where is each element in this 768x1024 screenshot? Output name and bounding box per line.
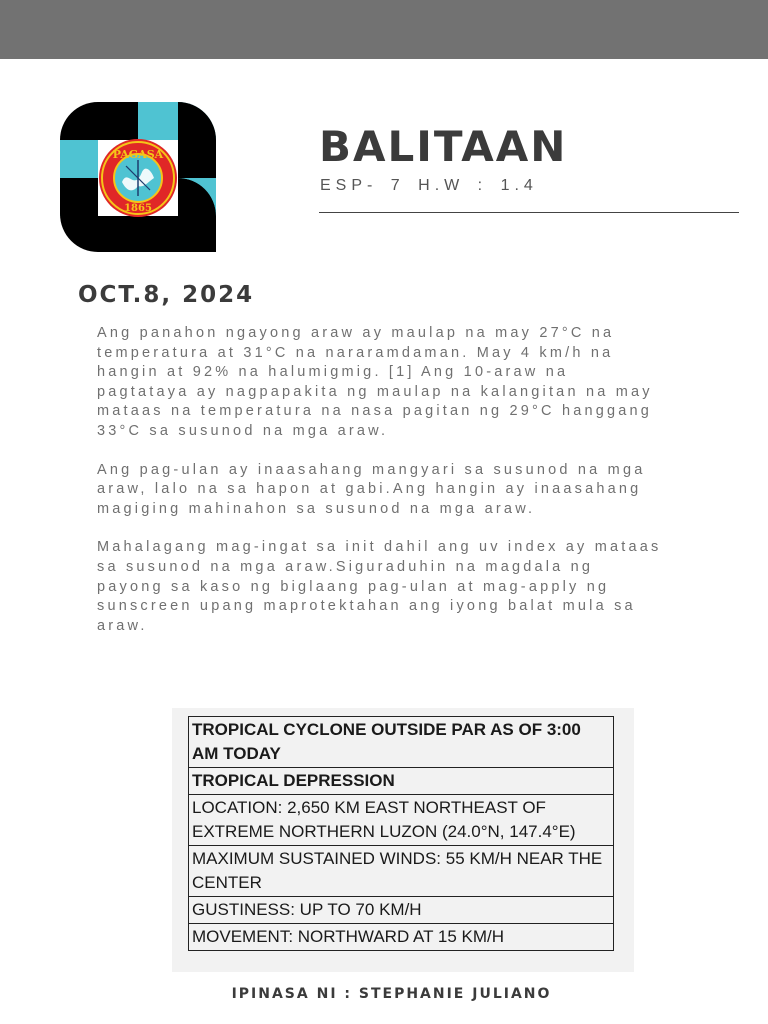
table-row [189, 924, 614, 951]
table-cell: MOVEMENT: NORTHWARD AT 15 KM/H [189, 924, 614, 951]
table-row [189, 897, 614, 924]
table-cell: TROPICAL DEPRESSION [189, 768, 614, 795]
page-title: BALITAAN [319, 122, 568, 171]
table-cell: GUSTINESS: UP TO 70 KM/H [189, 897, 614, 924]
logo-text-top: PAGASA [112, 148, 164, 161]
divider [319, 212, 739, 213]
table-row [189, 768, 614, 795]
cyclone-table [188, 716, 614, 951]
table-cell: MAXIMUM SUSTAINED WINDS: 55 KM/H NEAR THE CENTER [189, 846, 614, 897]
pagasa-logo-icon [60, 102, 216, 252]
table-row [189, 795, 614, 846]
table-row [189, 717, 614, 768]
paragraph-1: Ang panahon ngayong araw ay maulap na may 27°C na temperatura at 31°C na nararamdaman. May 4 km/h na hangin at 92% na halumigmig. [1] Ang 10-araw na pagtataya ay nagpapakita ng maulap na kalangitan na may mataas na temperatura na nasa pagitan ng 29°C hanggang 33°C sa susunod na mga araw. [97, 325, 653, 439]
table-cell: TROPICAL CYCLONE OUTSIDE PAR AS OF 3:00 AM TODAY [189, 717, 614, 768]
table-row [189, 846, 614, 897]
page-subtitle: ESP- 7 H.W : 1.4 [320, 177, 538, 194]
logo-text-year: 1865 [124, 203, 152, 214]
table-cell: LOCATION: 2,650 KM EAST NORTHEAST OF EXTREME NORTHERN LUZON (24.0°N, 147.4°E) [189, 795, 614, 846]
cyclone-table-image [172, 708, 634, 972]
author-footer: IPINASA NI : STEPHANIE JULIANO [231, 986, 552, 1002]
paragraph-2: Ang pag-ulan ay inaasahang mangyari sa susunod na mga araw, lalo na sa hapon at gabi.Ang hangin ay inaasahang magiging mahinahon sa susunod na mga araw. [97, 461, 646, 517]
date-heading: OCT.8, 2024 [78, 282, 255, 308]
paragraph-3: Mahalagang mag-ingat sa init dahil ang uv index ay mataas sa susunod na mga araw.Siguraduhin na magdala ng payong sa kaso ng biglaang pag-ulan at mag-apply ng sunscreen upang maprotektahan ang iyong balat mula sa araw. [97, 539, 662, 634]
top-banner [0, 0, 768, 59]
article-body [97, 324, 667, 655]
